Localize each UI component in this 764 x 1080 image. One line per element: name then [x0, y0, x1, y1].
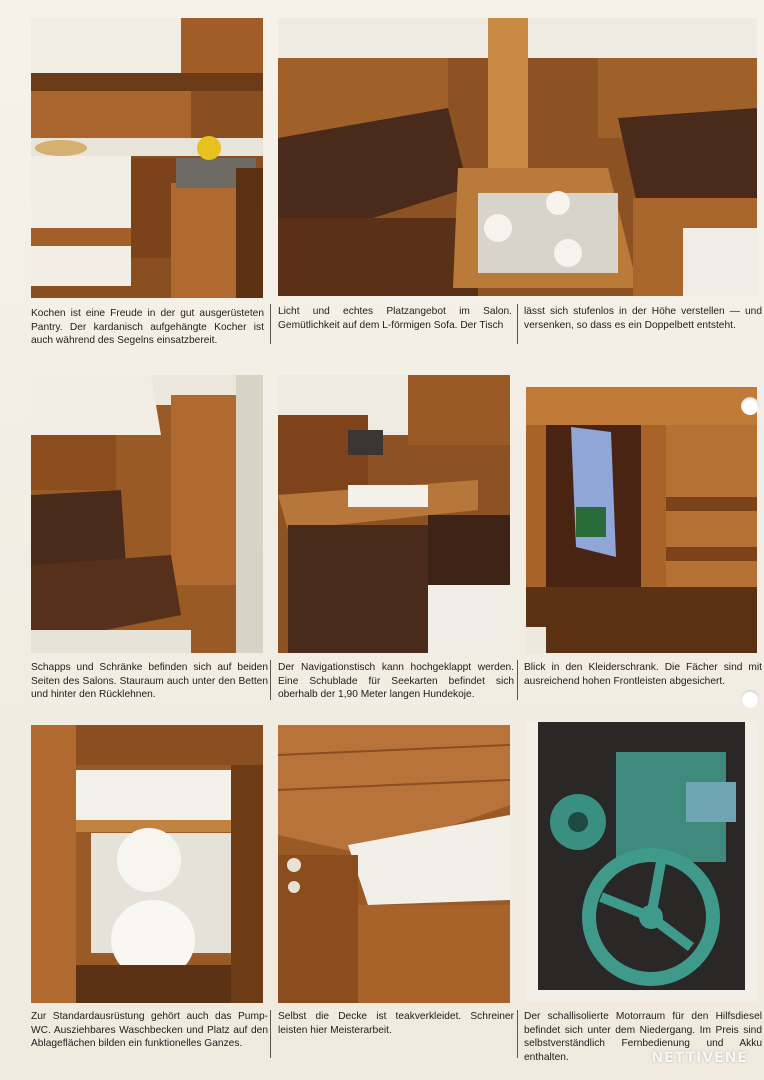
column-rule: [270, 1010, 271, 1058]
column-rule: [517, 660, 518, 700]
column-rule: [270, 660, 271, 700]
photo-head: [31, 725, 263, 1003]
caption-salon-part2: lässt sich stufenlos in der Höhe verstellen — und versenken, so dass es ein Doppelbett entsteht.: [524, 306, 762, 331]
column-rule: [517, 304, 518, 344]
caption-navigation-table: Der Navigationstisch kann hochgeklappt werden. Eine Schublade für Seekarten befindet sich oberhalb der 1,90 Meter langen Hundekoje.: [278, 662, 514, 701]
column-rule: [517, 1010, 518, 1058]
photo-lockers: [31, 375, 263, 653]
caption-wardrobe: Blick in den Kleiderschrank. Die Fächer sind mit ausreichend hohen Frontleisten abgesichert.: [524, 662, 762, 687]
column-rule: [270, 304, 271, 344]
photo-salon: [278, 18, 757, 296]
binder-hole: [741, 397, 759, 415]
caption-lockers: Schapps und Schränke befinden sich auf beiden Seiten des Salons. Stauraum auch unter den Betten und hinter den Rücklehnen.: [31, 662, 268, 701]
photo-engine: [526, 722, 757, 1002]
photo-navigation-table: [278, 375, 510, 653]
caption-ceiling: Selbst die Decke ist teakverkleidet. Schreiner leisten hier Meisterarbeit.: [278, 1011, 514, 1036]
binder-hole: [741, 690, 759, 708]
caption-head: Zur Standardausrüstung gehört auch das Pump-WC. Ausziehbares Waschbecken und Platz auf den Ablageflächen bilden ein funktionelles Ganzes.: [31, 1011, 268, 1050]
photo-pantry: [31, 18, 263, 298]
caption-engine: Der schallisolierte Motorraum für den Hilfsdiesel befindet sich unter dem Niedergang. Im Preis sind selbstverständlich Fernbedienung und Akku enthalten.: [524, 1011, 762, 1063]
photo-ceiling: [278, 725, 510, 1003]
caption-pantry: Kochen ist eine Freude in der gut ausgerüsteten Pantry. Der kardanisch aufgehängte Kocher ist auch während des Segelns einsatzbereit.: [31, 308, 264, 347]
caption-salon-part1: Licht und echtes Platzangebot im Salon. Gemütlichkeit auf dem L-förmigen Sofa. Der Tisch: [278, 306, 512, 331]
watermark: NETTIVENE: [651, 1050, 748, 1066]
photo-wardrobe: [526, 387, 757, 653]
